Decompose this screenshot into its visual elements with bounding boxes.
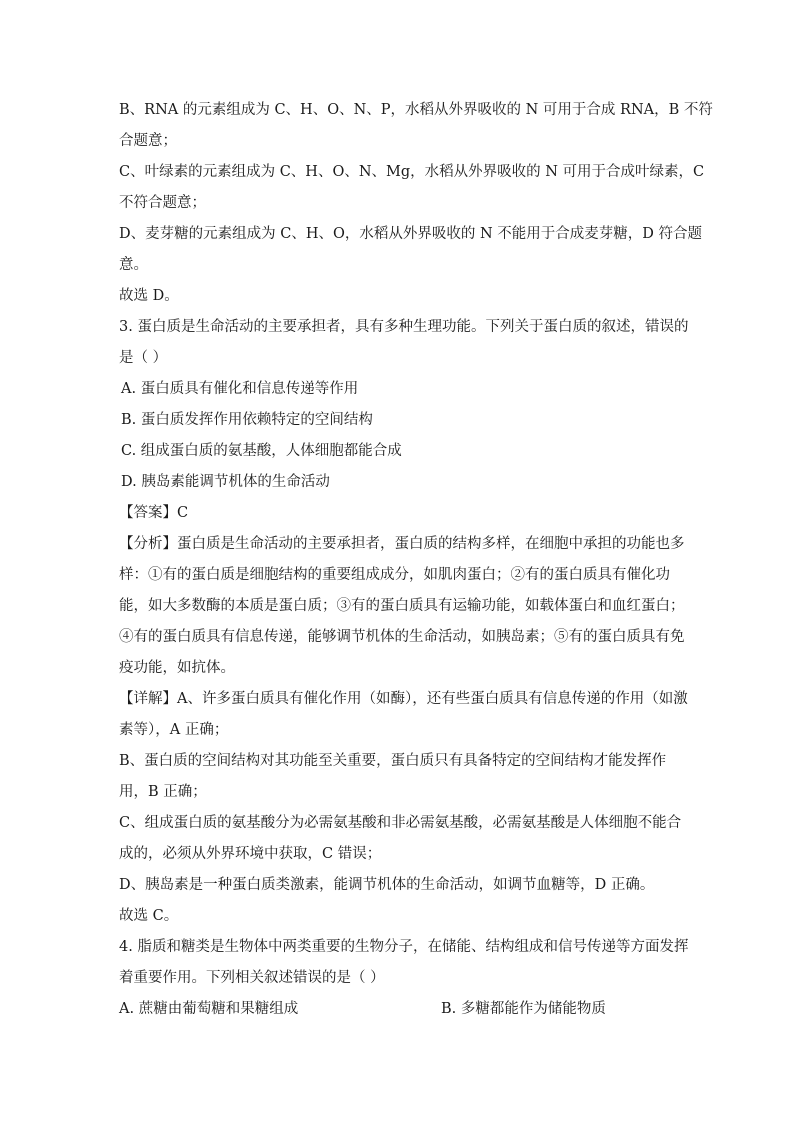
choice-d: D. 胰岛素能调节机体的生命活动 [121,474,330,490]
choice-b: B. 蛋白质发挥作用依赖特定的空间结构 [121,412,373,428]
analysis-line: 样：①有的蛋白质是细胞结构的重要组成成分，如肌肉蛋白；②有的蛋白质具有催化功 [119,567,670,583]
detail-line: 素等），A 正确； [119,722,229,738]
analysis-line: ④有的蛋白质具有信息传递，能够调节机体的生命活动，如胰岛素；⑤有的蛋白质具有免 [119,629,685,645]
text-line: 意。 [119,257,148,273]
question-4-stem: 4. 脂质和糖类是生物体中两类重要的生物分子，在储能、结构组成和信号传递等方面发挥 [119,939,689,955]
text-line: 故选 C。 [119,908,179,924]
question-3-stem: 是（ ） [119,350,168,366]
text-line: 故选 D。 [119,288,179,304]
document-page [119,95,713,1025]
detail-line: 用，B 正确； [119,784,207,800]
detail-line: B、蛋白质的空间结构对其功能至关重要，蛋白质只有具备特定的空间结构才能发挥作 [119,753,667,769]
analysis-line: 【分析】蛋白质是生命活动的主要承担者，蛋白质的结构多样，在细胞中承担的功能也多 [119,536,685,552]
text-line: 合题意； [119,133,177,149]
choice-row [119,994,674,1025]
detail-line: C、组成蛋白质的氨基酸分为必需氨基酸和非必需氨基酸，必需氨基酸是人体细胞不能合 [119,815,682,831]
detail-line: 成的，必须从外界环境中获取，C 错误； [119,846,382,862]
text-line: C、叶绿素的元素组成为 C、H、O、N、Mg，水稻从外界吸收的 N 可用于合成叶绿素，C [119,164,705,180]
analysis-line: 疫功能，如抗体。 [119,660,235,676]
text-line: B、RNA 的元素组成为 C、H、O、N、P，水稻从外界吸收的 N 可用于合成 RNA，B 不符 [119,102,713,118]
text-line: 不符合题意； [119,195,206,211]
choice-a: A. 蔗糖由葡萄糖和果糖组成 [119,1001,299,1017]
answer-line: 【答案】C [119,505,189,521]
detail-line: 【详解】A、许多蛋白质具有催化作用（如酶），还有些蛋白质具有信息传递的作用（如激 [119,691,688,707]
detail-line: D、胰岛素是一种蛋白质类激素，能调节机体的生命活动，如调节血糖等，D 正确。 [119,877,655,893]
question-4-stem: 着重要作用。下列相关叙述错误的是（ ） [119,970,385,986]
choice-c: C. 组成蛋白质的氨基酸，人体细胞都能合成 [121,443,402,459]
choice-b: B. 多糖都能作为储能物质 [441,1001,606,1017]
choice-a: A. 蛋白质具有催化和信息传递等作用 [121,381,359,397]
question-3-stem: 3. 蛋白质是生命活动的主要承担者，具有多种生理功能。下列关于蛋白质的叙述，错误的 [119,319,689,335]
text-line: D、麦芽糖的元素组成为 C、H、O，水稻从外界吸收的 N 不能用于合成麦芽糖，D 符合题 [119,226,702,242]
analysis-line: 能，如大多数酶的本质是蛋白质；③有的蛋白质具有运输功能，如载体蛋白和血红蛋白； [119,598,685,614]
